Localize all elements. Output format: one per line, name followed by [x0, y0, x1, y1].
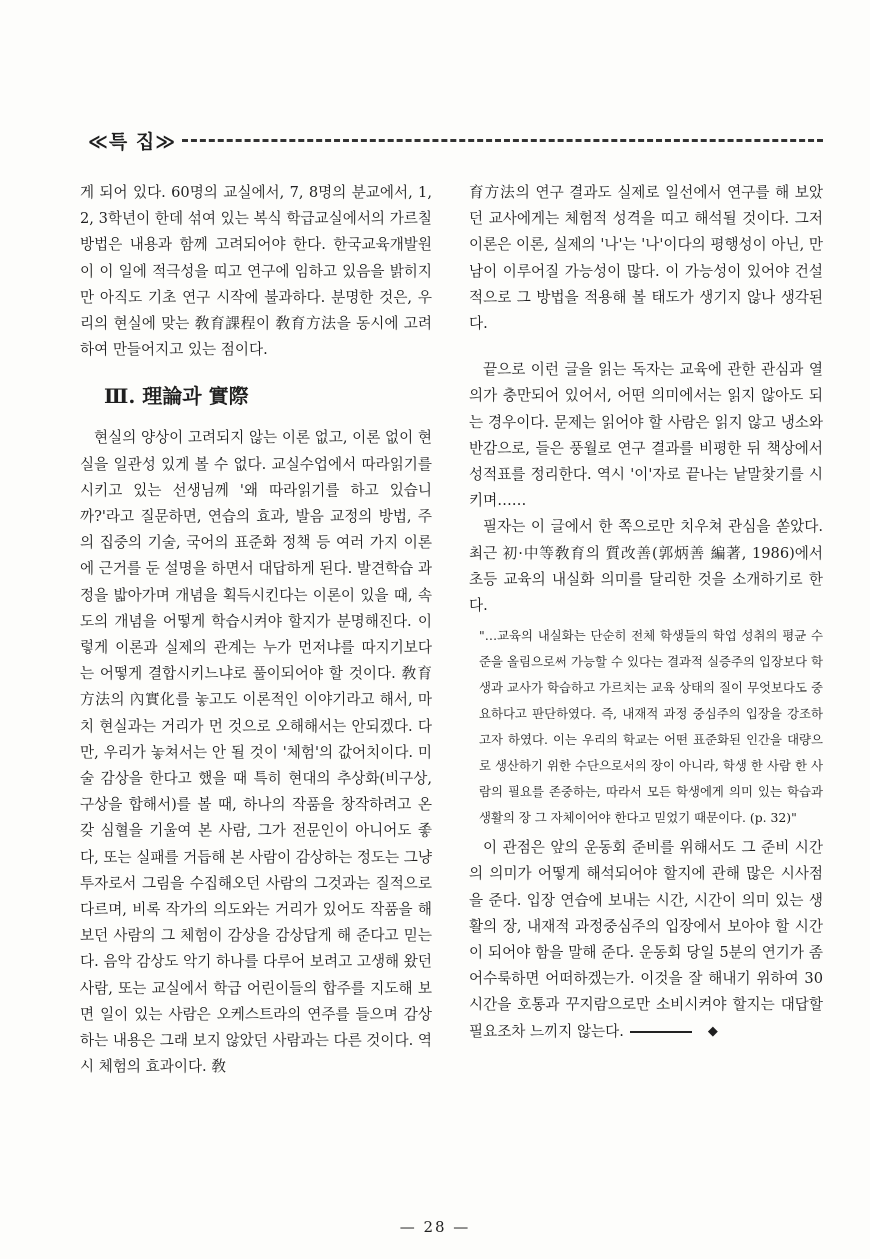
- right-paragraph-4-text: 이 관점은 앞의 운동회 준비를 위해서도 그 준비 시간의 의미가 어떻게 해석되어야 할지에 관해 많은 시사점을 준다. 입장 연습에 보내는 시간, 시간이 의미 있는 생활의 장, 내재적 과정중심주의 입장에서 보아야 할 시간이 되어야 함을 말해 준다. 운동회 당일 5분의 연기가 좀 어수룩하면 어떠하겠는가. 이것을 잘 해내기 위하여 30시간을 호통과 꾸지람으로만 소비시켜야 할지는 대답할 필요조차 느끼지 않는다.: [469, 839, 823, 1040]
- right-paragraph-2: 끝으로 이런 글을 읽는 독자는 교육에 관한 관심과 열의가 충만되어 있어서, 어떤 의미에서는 읽지 않아도 되는 경우이다. 문제는 읽어야 할 사람은 읽지 않고 냉소와 반감으로, 들은 풍월로 연구 결과를 비평한 뒤 책상에서 성적표를 정리한다. 역시 '이'자로 끝나는 낱말찾기를 시키며……: [469, 361, 823, 510]
- page-number: — 28 —: [399, 1218, 471, 1236]
- left-paragraph-2: 현실의 양상이 고려되지 않는 이론 없고, 이론 없이 현실을 일관성 있게 볼 수 없다. 교실수업에서 따라읽기를 시키고 있는 선생님께 '왜 따라읽기를 하고 있습니까?'라고 질문하면, 연습의 효과, 발음 교정의 방법, 주의 집중의 기술, 국어의 표준화 정책 등 여러 가지 이론에 근거를 둔 설명을 하면서 대답하게 된다. 발견학습 과정을 밟아가며 개념을 획득시킨다는 이론이 있을 때, 속도의 개념을 어떻게 학습시켜야 할지가 분명해진다. 이렇게 이론과 실제의 관계는 누가 먼저냐를 따지기보다는 어떻게 결합시키느냐로 풀이되어야 할 것이다. 敎育方法의 內實化를 놓고도 이론적인 이야기라고 해서, 마치 현실과는 거리가 먼 것으로 오해해서는 안되겠다. 다만, 우리가 놓쳐서는 안 될 것이 '체험'의 값어치이다. 미술 감상을 한다고 했을 때 특히 현대의 추상화(비구상, 구상을 합해서)를 볼 때, 하나의 작품을 창작하려고 온갖 심혈을 기울여 본 사람, 그가 전문인이 아니어도 좋다, 또는 실패를 거듭해 본 사람이 감상하는 정도는 그냥 투자로서 그림을 수집해오던 사람의 그것과는 질적으로 다르며, 비록 작가의 의도와는 거리가 있어도 작품을 해보던 사람의 그 체험이 감상을 감상답게 해 준다고 믿는다. 음악 감상도 악기 하나를 다루어 보려고 고생해 왔던 사람, 또는 교실에서 학급 어린이들의 합주를 지도해 보면 일이 있는 사람은 오케스트라의 연주를 들으며 감상하는 내용은 그래 보지 않았던 사람과는 다른 것이다. 역시 체험의 효과이다. 敎: [80, 429, 432, 1076]
- right-column: [469, 180, 823, 1045]
- section-header: [88, 128, 823, 152]
- left-column: [80, 180, 432, 1081]
- end-rule: [630, 1031, 692, 1033]
- block-quote: "…교육의 내실화는 단순히 전체 학생들의 학업 성취의 평균 수준을 올림으로써 가능할 수 있다는 결과적 실증주의 입장보다 학생과 교사가 학습하고 가르치는 교육 상태의 질이 무엇보다도 중요하다고 판단하였다. 즉, 내재적 과정 중심주의 입장을 강조하고자 하였다. 이는 우리의 학교는 어떤 표준화된 인간을 대량으로 생산하기 위한 수단으로서의 장이 아니라, 학생 한 사람 한 사람의 필요를 존중하는, 따라서 모든 학생에게 의미 있는 학습과 생활의 장 그 자체이어야 한다고 믿었기 때문이다. (p. 32)": [479, 628, 823, 826]
- end-diamond-icon: ◆: [707, 1023, 718, 1039]
- right-paragraph-3: 필자는 이 글에서 한 쪽으로만 치우쳐 관심을 쏟았다. 최근 初·中等敎育의 質改善(郭炳善 編著, 1986)에서 초등 교육의 내실화 의미를 달리한 것을 소개하기로 한다.: [469, 518, 823, 615]
- header-label: ≪특 집≫: [88, 130, 177, 153]
- right-paragraph-4: [469, 835, 823, 1045]
- section-heading: Ⅲ. 理論과 實際: [104, 384, 249, 409]
- left-paragraph-1: 게 되어 있다. 60명의 교실에서, 7, 8명의 분교에서, 1, 2, 3학년이 한데 섞여 있는 복식 학급교실에서의 가르칠 방법은 내용과 함께 고려되어야 한다. 한국교육개발원이 이 일에 적극성을 띠고 연구에 임하고 있음을 밝히지만 아직도 기초 연구 시작에 불과하다. 분명한 것은, 우리의 현실에 맞는 敎育課程이 敎育方法을 동시에 고려하여 만들어지고 있는 점이다.: [80, 184, 432, 359]
- right-paragraph-1: 育方法의 연구 결과도 실제로 일선에서 연구를 해 보았던 교사에게는 체험적 성격을 띠고 해석될 것이다. 그저 이론은 이론, 실제의 '나'는 '나'이다의 평행성이 아닌, 만남이 이루어질 가능성이 많다. 이 가능성이 있어야 건설적으로 그 방법을 적용해 볼 태도가 생기지 않나 생각된다.: [469, 184, 823, 333]
- header-dashed-rule: [182, 139, 823, 142]
